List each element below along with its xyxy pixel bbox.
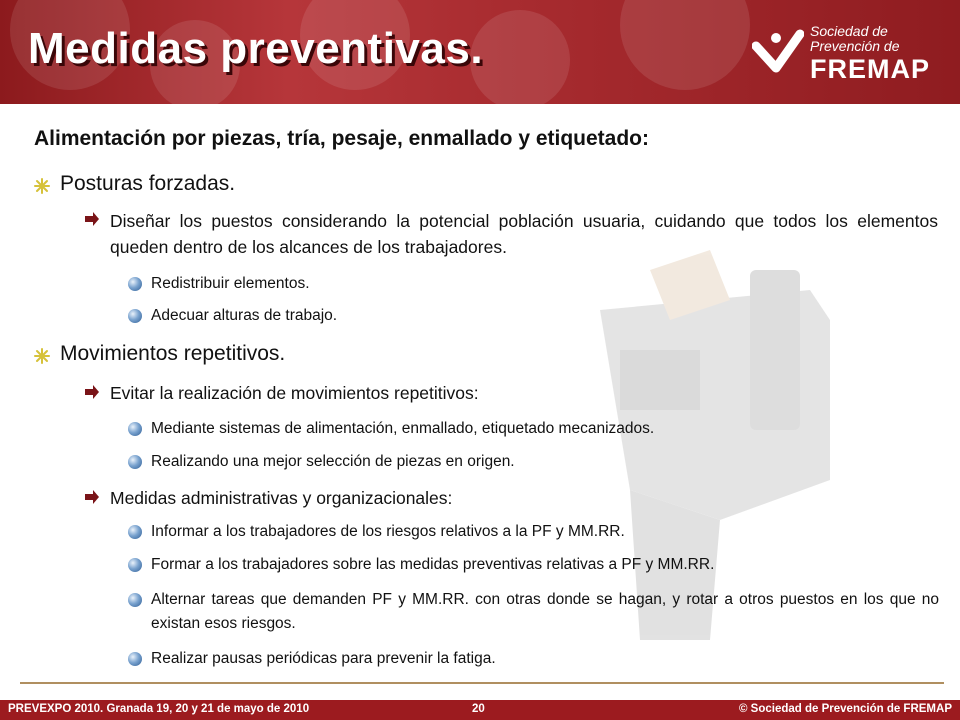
arrow-bullet-icon — [84, 212, 100, 226]
list-subitem: Formar a los trabajadores sobre las medidas preventivas relativas a PF y MM.RR. — [151, 556, 715, 573]
arrow-bullet-icon — [84, 385, 100, 399]
star-bullet-icon — [34, 178, 50, 194]
circle-bullet-icon — [128, 309, 142, 323]
circle-bullet-icon — [128, 277, 142, 291]
list-subitem: Redistribuir elementos. — [151, 275, 310, 292]
page-title: Medidas preventivas. — [28, 24, 484, 73]
arrow-bullet-icon — [84, 490, 100, 504]
logo-line2: Prevención de — [810, 38, 900, 54]
footer-event: PREVEXPO 2010. Granada 19, 20 y 21 de mayo de 2010 — [8, 703, 310, 715]
list-subitem: Mediante sistemas de alimentación, enmallado, etiquetado mecanizados. — [151, 420, 655, 437]
star-bullet-icon — [34, 348, 50, 364]
page-number: 20 — [472, 703, 485, 715]
section-posturas: Posturas forzadas. — [60, 172, 236, 195]
list-item: Diseñar los puestos considerando la potencial población usuaria, cuidando que todos los elementos queden dentro de los alcances de los trabajadores. — [110, 211, 938, 257]
logo-name: FREMAP — [810, 54, 930, 84]
circle-bullet-icon — [128, 525, 142, 539]
logo-line1: Sociedad de — [810, 23, 888, 39]
list-subitem: Realizar pausas periódicas para prevenir la fatiga. — [151, 650, 496, 667]
footer-copyright: © Sociedad de Prevención de FREMAP — [739, 703, 952, 715]
circle-bullet-icon — [128, 593, 142, 607]
list-subitem: Alternar tareas que demanden PF y MM.RR. con otras donde se hagan, y rotar a otros puestos en los que no existan esos riesgos. — [151, 591, 939, 632]
circle-bullet-icon — [128, 558, 142, 572]
circle-bullet-icon — [128, 422, 142, 436]
circle-bullet-icon — [128, 652, 142, 666]
circle-bullet-icon — [128, 455, 142, 469]
section-heading: Alimentación por piezas, tría, pesaje, enmallado y etiquetado: — [34, 127, 649, 150]
section-movimientos: Movimientos repetitivos. — [60, 342, 286, 365]
list-subitem: Informar a los trabajadores de los riesgos relativos a la PF y MM.RR. — [151, 523, 625, 540]
list-item: Evitar la realización de movimientos repetitivos: — [110, 383, 479, 403]
list-subitem: Adecuar alturas de trabajo. — [151, 307, 338, 324]
footer-divider — [20, 682, 944, 684]
footer-bar — [0, 700, 960, 720]
list-subitem: Realizando una mejor selección de piezas en origen. — [151, 453, 515, 470]
list-item: Medidas administrativas y organizacionales: — [110, 488, 453, 508]
